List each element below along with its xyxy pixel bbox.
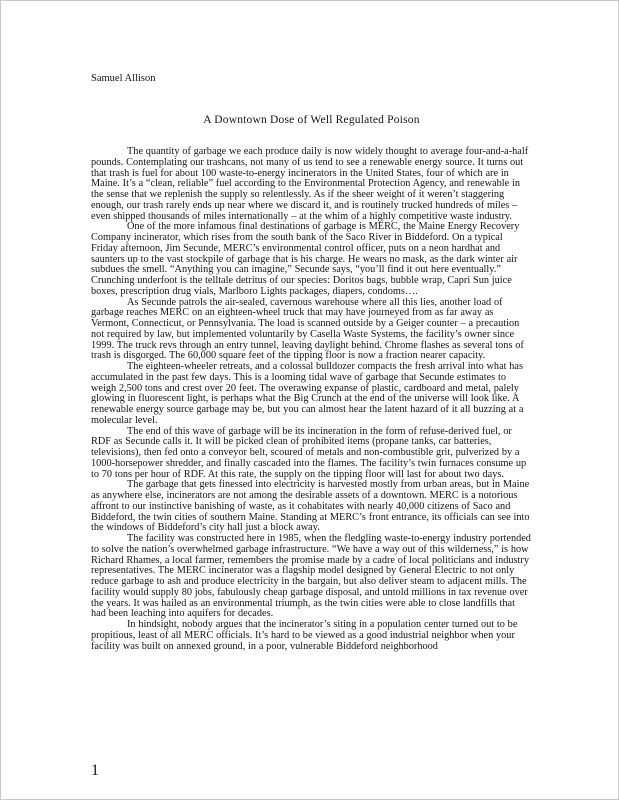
paragraph: The garbage that gets finessed into electricity is harvested mostly from urban areas, but in Maine as anywhere else, incinerators are not among the desirable assets of a downtown. MERC is a notorious affront to our instinctive banishing of waste, as it cohabitates with nearly 40,000 citizens of Saco and Biddeford, the twin cities of southern Maine. Standing at MERC’s front entrance, its officials can see into the windows of Biddeford’s city hall just a block away. [91,479,530,534]
paragraph: In hindsight, nobody argues that the incinerator’s siting in a population center turned out to be propitious, least of all MERC officials. It’s hard to be viewed as a good industrial neighbor when your facility was built on annexed ground, in a poor, vulnerable Biddeford neighborhood [91,619,518,652]
paragraph: The quantity of garbage we each produce daily is now widely thought to average four-and-a-half pounds. Contemplating our trashcans, not many of us tend to see a renewable energy source. It turns out that trash is fuel for about 100 waste-to-energy incinerators in the United States, four of which are in Maine. It’s a “clean, reliable” fuel according to the Environmental Protection Agency, and renewable in the sense that we replenish the supply so relentlessly. As if the sheer weight of it weren’t staggering enough, our trash rarely ends up near where we discard it, and is routinely trucked hundreds of miles – even shipped thousands of miles internationally – at the whim of a highly competitive waste industry. [91,146,529,222]
paragraph: The end of this wave of garbage will be its incineration in the form of refuse-derived fuel, or RDF as Secunde calls it. It will be picked clean of prohibited items (propane tanks, car batteries, televisions), then fed onto a conveyor belt, scoured of metals and non-combustible grit, pulverized by a 1000-horsepower shredder, and finally cascaded into the flames. The facility’s twin furnaces consume up to 70 tons per hour of RDF. At this rate, the supply on the tipping floor will last for about two days. [91,425,527,480]
document-body [91,147,532,652]
paragraph: The eighteen-wheeler retreats, and a colossal bulldozer compacts the fresh arrival into what has accumulated in the past few days. This is a looming tidal wave of garbage that Secunde estimates to weigh 2,500 tons and crest over 20 feet. The overawing expanse of plastic, cardboard and metal, palely glowing in fluorescent light, is perhaps what the Big Crunch at the end of the universe will look like. A renewable energy source garbage may be, but you can almost hear the latent hazard of it all buzzing at a molecular level. [91,361,524,426]
page-number: 1 [91,762,99,779]
paragraph: As Secunde patrols the air-sealed, cavernous warehouse where all this lies, another load of garbage reaches MERC on an eighteen-wheel truck that may have journeyed from as far away as Vermont, Connecticut, or Pennsylvania. The load is scanned outside by a Geiger counter – a precaution not required by law, but implemented voluntarily by Casella Waste Systems, the facility’s owner since 1999. The truck revs through an entry tunnel, leaving daylight behind. Chrome flashes as several tons of trash is disgorged. The 60,000 square feet of the tipping floor is now a fraction nearer capacity. [91,296,524,362]
paragraph: One of the more infamous final destinations of garbage is MERC, the Maine Energy Recovery Company incinerator, which rises from the south bank of the Saco River in Biddeford. On a typical Friday afternoon, Jim Secunde, MERC’s environmental control officer, puts on a neon hardhat and saunters up to the vast stockpile of garbage that is his charge. He wears no mask, as the dark winter air subdues the smell. “Anything you can imagine,” Secunde says, “you’ll find it out here eventually.” Crunching underfoot is the telltale detritus of our species: Doritos bags, bubble wrap, Capri Sun juice boxes, prescription drug vials, Marlboro Lights packages, diapers, condoms…. [91,221,520,297]
paragraph: The facility was constructed here in 1985, when the fledgling waste-to-energy industry portended to solve the nation’s overwhelmed garbage infrastructure. “We have a way out of this wilderness,” is how Richard Rhames, a local farmer, remembers the promise made by a cadre of local politicians and industry representatives. The MERC incinerator was a flagship model designed by General Electric to not only reduce garbage to ash and produce electricity in the bargain, but also deliver steam to adjacent mills. The facility would supply 80 jobs, fabulously cheap garbage disposal, and untold millions in tax revenue over the years. It was hailed as an environmental triumph, as the twin cities were able to close landfills that had been leaching into aquifers for decades. [91,533,531,620]
document-title: A Downtown Dose of Well Regulated Poison [203,114,420,126]
author-name: Samuel Allison [91,73,156,84]
